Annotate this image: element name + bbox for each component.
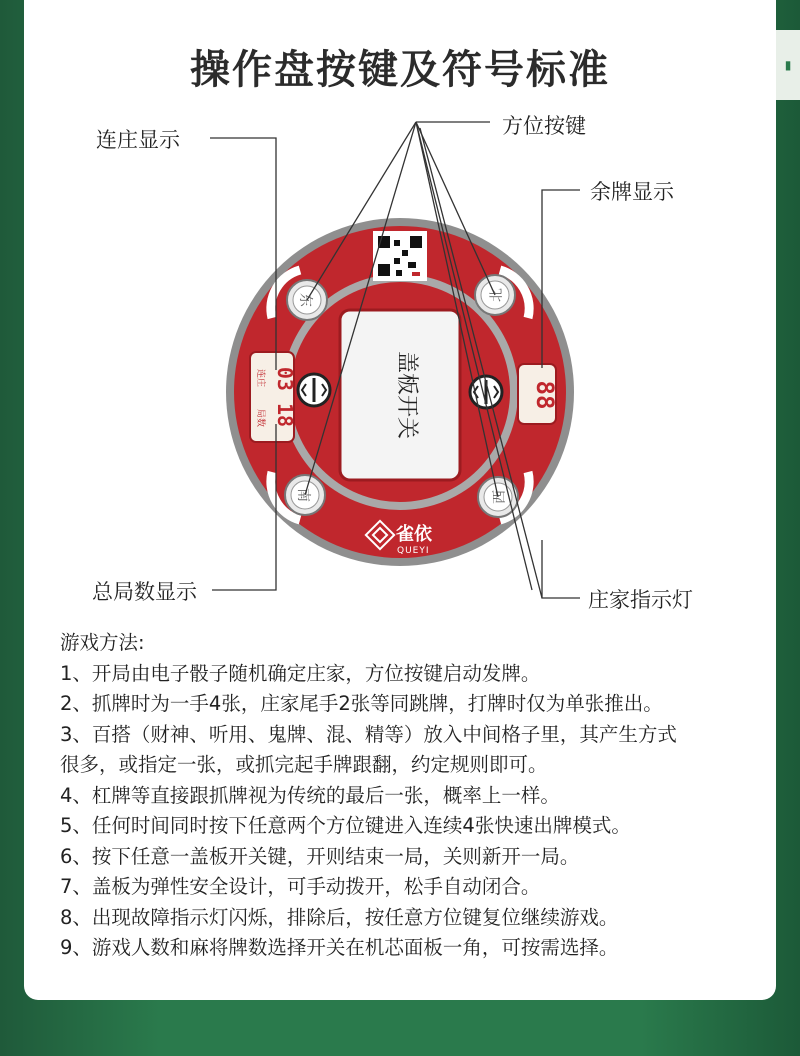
label-total-rounds: 总局数显示 [92, 580, 197, 604]
instructions-heading: 游戏方法: [60, 631, 145, 654]
brand-name-cn: 雀依 [396, 524, 432, 545]
page-title: 操作盘按键及符号标准 [190, 47, 610, 93]
label-remaining-tiles: 余牌显示 [590, 180, 674, 204]
dir-west-label: 西 [492, 490, 508, 504]
remaining-tiles-value: 88 [531, 380, 559, 410]
dir-north-label: 北 [489, 288, 505, 302]
rounds-display-value: 03 18 [273, 366, 297, 428]
label-direction-keys: 方位按键 [502, 114, 586, 138]
instructions [60, 628, 760, 964]
instruction-item: 6、按下任意一盖板开关键，开则结束一局，关则新开一局。 [60, 844, 580, 868]
instruction-item: 8、出现故障指示灯闪烁，排除后，按任意方位键复位继续游戏。 [60, 905, 619, 929]
instruction-item: 4、杠牌等直接跟抓牌视为传统的最后一张，概率上一样。 [60, 783, 560, 807]
label-dealer-streak: 连庄显示 [96, 128, 180, 152]
rounds-display-sub2: 局数 [255, 408, 265, 428]
lid-label: 盖板开关 [394, 350, 419, 440]
instruction-item: 2、抓牌时为一手4张，庄家尾手2张等同跳牌，打牌时仅为单张推出。 [60, 692, 663, 715]
label-dealer-light: 庄家指示灯 [588, 588, 693, 612]
instruction-item: 5、任何时间同时按下任意两个方位键进入连续4张快速出牌模式。 [60, 814, 631, 837]
brand-name-en: QUEYI [397, 546, 430, 556]
instruction-item: 很多，或指定一张，或抓完起手牌跟翻，约定规则即可。 [60, 753, 548, 776]
leader-dealer-light [542, 540, 580, 598]
dir-east-label: 东 [297, 293, 313, 307]
instruction-item: 9、游戏人数和麻将牌数选择开关在机芯面板一角，可按需选择。 [60, 936, 619, 959]
instruction-item: 7、盖板为弹性安全设计，可手动拨开，松手自动闭合。 [60, 875, 541, 898]
dir-south-label: 南 [295, 488, 311, 502]
edge-decoration: ▮ [776, 30, 800, 100]
instruction-item: 3、百搭（财神、听用、鬼牌、混、精等）放入中间格子里，其产生方式 [60, 722, 677, 746]
rounds-display-sub1: 连庄 [255, 368, 265, 388]
instruction-item: 1、开局由电子骰子随机确定庄家，方位按键启动发牌。 [60, 661, 541, 685]
lid-button-left[interactable] [298, 374, 330, 406]
